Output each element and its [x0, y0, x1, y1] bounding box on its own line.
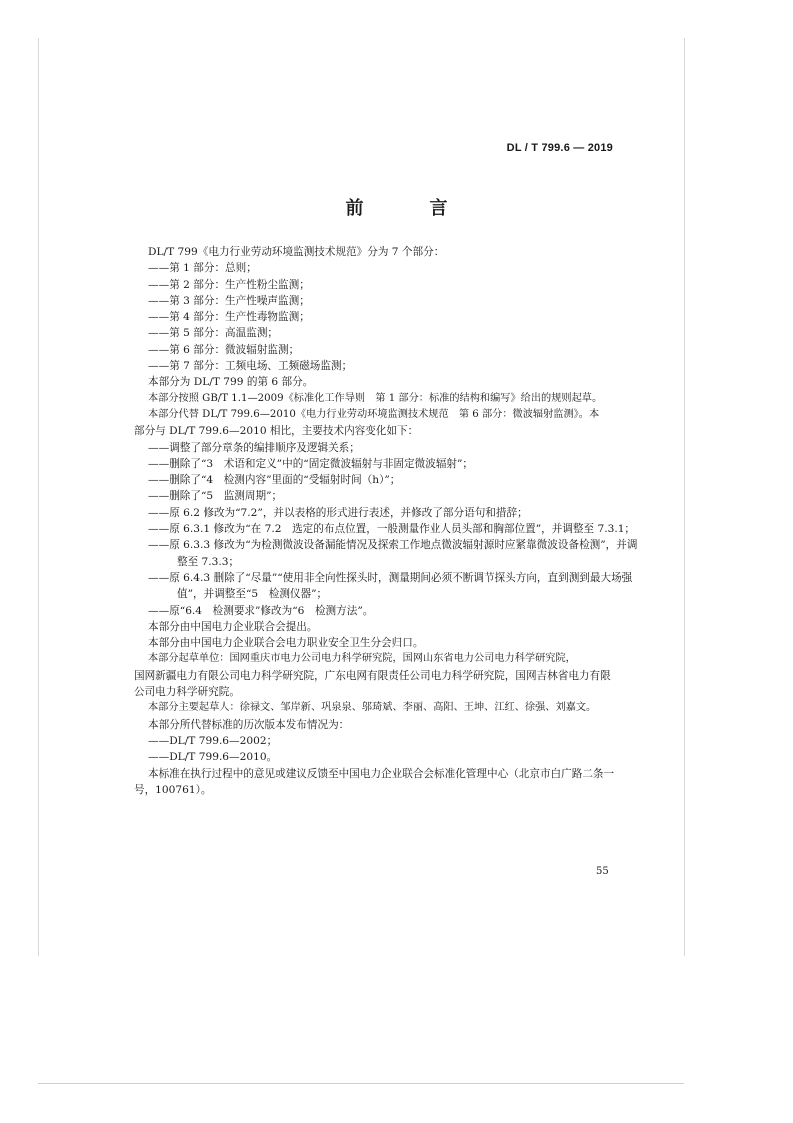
change-item: ——原 6.4.3 删除了“尽量”“使用非全向性探头时，测量期间必须不断调节探头方向，直到测到最大场强值”，并调整至“5 检测仪器”；	[148, 571, 633, 601]
part-statement: 本部分为 DL/T 799 的第 6 部分。	[148, 376, 314, 389]
centralized-by: 本部分由中国电力企业联合会电力职业安全卫生分会归口。	[148, 637, 424, 650]
drafting-units-cont: 国网新疆电力有限公司电力科学研究院，广东电网有限责任公司电力科学研究院，国网吉林省电力有限公司电力科学研究院。	[134, 669, 611, 699]
feedback-note: 本标准在执行过程中的意见或建议反馈至中国电力企业联合会标准化管理中心（北京市白广路二条一号，100761）。	[134, 767, 615, 796]
change-item: ——删除了“3 术语和定义”中的“固定微波辐射与非固定微波辐射”；	[148, 457, 474, 470]
page-number: 55	[596, 866, 609, 877]
main-drafters: 本部分主要起草人：徐禄文、邹岸新、巩泉泉、邬琦斌、李丽、高阳、王坤、江红、徐强、刘嘉文。	[148, 702, 597, 714]
change-item: ——删除了“5 监测周期”；	[148, 490, 283, 503]
document-number: DL / T 799.6 — 2019	[506, 142, 613, 154]
part-item: ——第 1 部分：总则；	[148, 262, 257, 275]
history-item: ——DL/T 799.6—2010。	[148, 751, 278, 764]
right-margin-line	[684, 38, 685, 956]
replacement-statement: 本部分代替 DL/T 799.6—2010《电力行业劳动环境监测技术规范 第 6 部分：微波辐射监测》。本	[148, 408, 600, 420]
intro-paragraph: DL/T 799《电力行业劳动环境监测技术规范》分为 7 个部分：	[148, 246, 445, 258]
left-margin-line	[38, 38, 39, 956]
replacement-statement-cont: 部分与 DL/T 799.6—2010 相比，主要技术内容变化如下：	[134, 425, 419, 438]
bottom-rule	[38, 1083, 684, 1084]
change-item: ——调整了部分章条的编排顺序及逻辑关系；	[148, 441, 360, 454]
drafting-units: 本部分起草单位：国网重庆市电力公司电力科学研究院，国网山东省电力公司电力科学研究院，	[148, 653, 576, 665]
part-item: ——第 2 部分：生产性粉尘监测；	[148, 278, 310, 291]
history-item: ——DL/T 799.6—2002；	[148, 734, 278, 747]
part-item: ——第 4 部分：生产性毒物监测；	[148, 311, 310, 324]
part-item: ——第 3 部分：生产性噪声监测；	[148, 294, 310, 307]
foreword-body	[134, 244, 638, 798]
drafting-rules: 本部分按照 GB/T 1.1—2009《标准化工作导则 第 1 部分：标准的结构和编写》给出的规则起草。	[148, 392, 603, 404]
change-item: ——原 6.3.3 修改为“为检测微波设备漏能情况及探索工作地点微波辐射源时应紧靠微波设备检测”，并调整至 7.3.3；	[148, 539, 638, 568]
part-item: ——第 5 部分：高温监测；	[148, 327, 279, 340]
part-item: ——第 7 部分：工频电场、工频磁场监测；	[148, 360, 353, 373]
change-item: ——原 6.2 修改为“7.2”，并以表格的形式进行表述，并修改了部分语句和措辞；	[148, 506, 528, 519]
change-item: ——删除了“4 检测内容”里面的“受辐射时间（h）”；	[148, 474, 401, 487]
page-title: 前 言	[345, 198, 472, 219]
change-item: ——原“6.4 检测要求”修改为“6 检测方法”。	[148, 604, 374, 617]
part-item: ——第 6 部分：微波辐射监测；	[148, 343, 300, 356]
history-intro: 本部分所代替标准的历次版本发布情况为：	[148, 718, 350, 731]
change-item: ——原 6.3.1 修改为“在 7.2 选定的布点位置，一般测量作业人员头部和胸部位置”，并调整至 7.3.1；	[148, 523, 636, 536]
proposer: 本部分由中国电力企业联合会提出。	[148, 620, 318, 633]
